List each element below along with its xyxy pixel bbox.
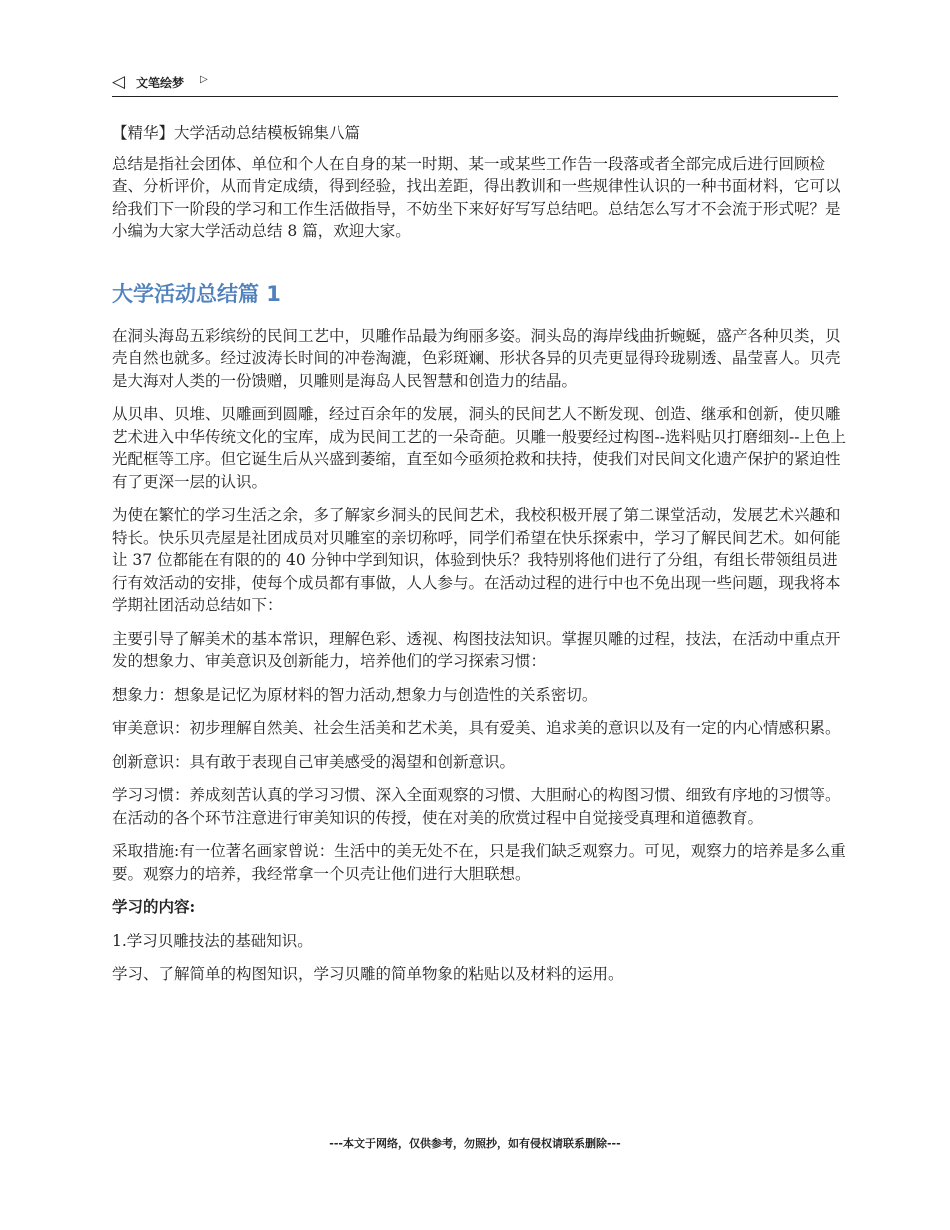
body-paragraph: 采取措施:有一位著名画家曾说：生活中的美无处不在，只是我们缺乏观察力。可见，观察力的培养是多么重要。观察力的培养，我经常拿一个贝壳让他们进行大胆联想。 [112,842,846,883]
body-paragraph: 学习、了解简单的构图知识，学习贝雕的简单物象的粘贴以及材料的运用。 [112,965,624,983]
triangle-right-icon: ▷ [200,74,208,85]
body-paragraph: 想象力：想象是记忆为原材料的智力活动,想象力与创造性的关系密切。 [112,685,598,704]
document-title: 【精华】大学活动总结模板锦集八篇 [112,124,361,142]
header-brand: 文笔绘梦 [136,76,185,90]
body-paragraph: 创新意识：具有敢于表现自己审美感受的渴望和创新意识。 [112,752,516,771]
body-paragraph: 1.学习贝雕技法的基础知识。 [112,931,313,950]
page-footer: ---本文于网络，仅供参考，勿照抄，如有侵权请联系删除--- [329,1137,621,1150]
content-subheading: 学习的内容: [112,897,196,916]
intro-paragraph: 总结是指社会团体、单位和个人在自身的某一时期、某一或某些工作告一段落或者全部完成后进行回顾检查、分析评价，从而肯定成绩，得到经验，找出差距，得出教训和一些规律性认识的一种书面材料，它可以给我们下一阶段的学习和工作生活做指导，不妨坐下来好好写写总结吧。总结怎么写才不会流于形式呢？是小编为大家大学活动总结 8 篇，欢迎大家。 [112,154,841,240]
body-paragraph: 为使在繁忙的学习生活之余，多了解家乡洞头的民间艺术，我校积极开展了第二课堂活动，发展艺术兴趣和特长。快乐贝壳屋是社团成员对贝雕室的亲切称呼，同学们希望在快乐探索中，学习了解民间艺术。如何能让 37 位都能在有限的的 40 分钟中学到知识，体验到快乐？我特别将他们进行了分组，有组长带领组员进行有效活动的安排，使每个成员都有事做，人人参与。在活动过程的进行中也不免出现一些问题，现我将本学期社团活动总结如下： [112,506,841,614]
body-paragraph: 主要引导了解美术的基本常识，理解色彩、透视、构图技法知识。掌握贝雕的过程，技法，在活动中重点开发的想象力、审美意识及创新能力，培养他们的学习探索习惯： [112,629,841,670]
section-heading: 大学活动总结篇 1 [112,281,281,306]
triangle-left-icon: ◁ [112,72,126,92]
body-paragraph: 学习习惯：养成刻苦认真的学习习惯、深入全面观察的习惯、大胆耐心的构图习惯、细致有序地的习惯等。在活动的各个环节注意进行审美知识的传授，使在对美的欣赏过程中自觉接受真理和道德教育。 [112,786,841,827]
body-paragraph: 从贝串、贝堆、贝雕画到圆雕，经过百余年的发展，洞头的民间艺人不断发现、创造、继承和创新，使贝雕艺术进入中华传统文化的宝库，成为民间工艺的一朵奇葩。贝雕一般要经过构图--选料贴贝打磨细刻--上色上光配框等工序。但它诞生后从兴盛到萎缩，直至如今亟须抢救和扶持，使我们对民间文化遗产保护的紧迫性有了更深一层的认识。 [112,405,846,491]
body-paragraph: 审美意识：初步理解自然美、社会生活美和艺术美，具有爱美、追求美的意识以及有一定的内心情感积累。 [112,719,841,737]
document-body [112,122,852,997]
body-paragraph: 在洞头海岛五彩缤纷的民间工艺中，贝雕作品最为绚丽多姿。洞头岛的海岸线曲折蜿蜒，盛产各种贝类，贝壳自然也就多。经过波涛长时间的冲卷淘漉，色彩斑斓、形状各异的贝壳更显得玲珑剔透、晶莹喜人。贝壳是大海对人类的一份馈赠，贝雕则是海岛人民智慧和创造力的结晶。 [112,326,841,390]
page-header [112,70,838,97]
